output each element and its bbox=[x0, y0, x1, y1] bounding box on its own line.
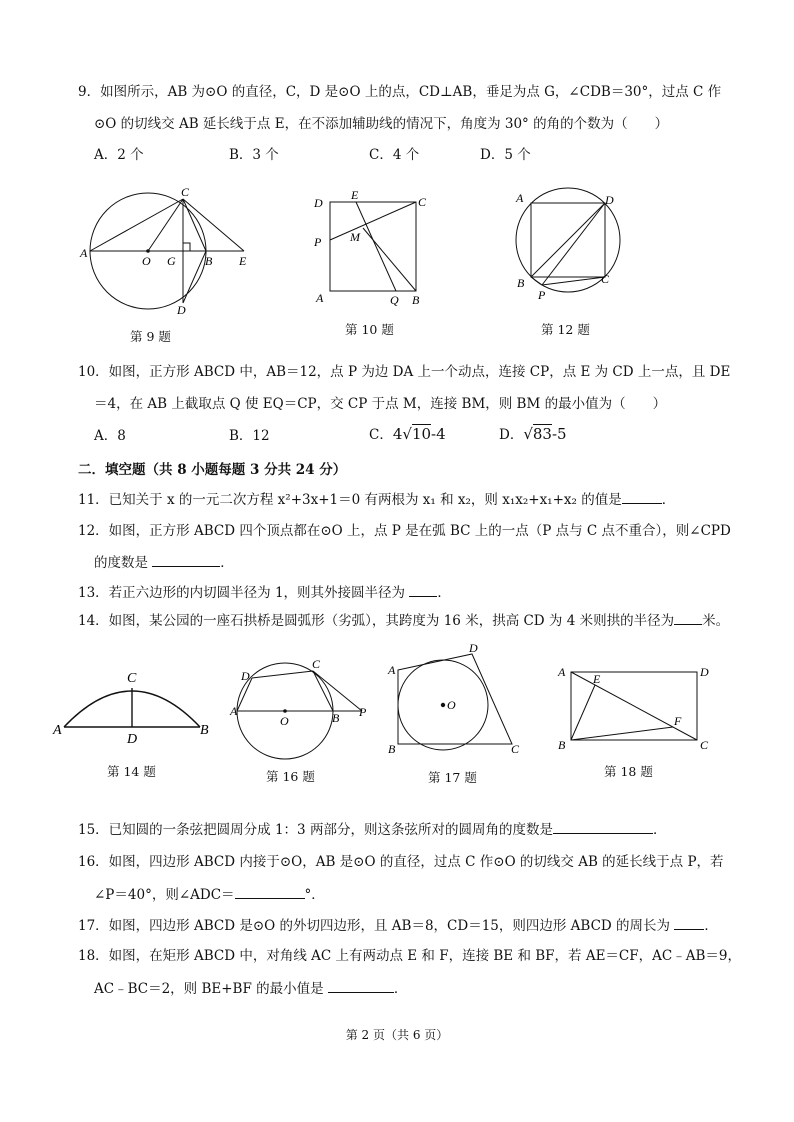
fig9-label-e: E bbox=[239, 254, 247, 268]
fig12-label-d: D bbox=[605, 193, 614, 207]
figure-10 bbox=[310, 188, 435, 313]
q12-line2 bbox=[94, 553, 234, 572]
fig10-label-b: B bbox=[412, 293, 420, 307]
fig18-line-be bbox=[571, 685, 595, 740]
q10-option-d: D．√83-5 bbox=[499, 425, 567, 443]
fig14-caption: 第 14 题 bbox=[107, 764, 156, 779]
fig16-line-dc bbox=[252, 671, 313, 678]
fig10-line-eq bbox=[356, 202, 396, 291]
q16-line2 bbox=[94, 885, 325, 904]
section-2-title: 二．填空题（共 8 小题每题 3 分共 24 分） bbox=[78, 462, 347, 478]
fig16-line-cb bbox=[313, 671, 333, 711]
page-footer: 第 2 页（共 6 页） bbox=[345, 1028, 449, 1042]
q10-option-c-radicand: 10 bbox=[411, 425, 432, 443]
q11 bbox=[78, 490, 675, 509]
fig18-label-e: E bbox=[593, 672, 601, 686]
q14-text: 14．如图，某公园的一座石拱桥是圆弧形（劣弧），其跨度为 16 米，拱高 CD 为 4 米则拱的半径为 bbox=[78, 613, 675, 629]
q9-line2: ⊙O 的切线交 AB 延长线于点 E，在不添加辅助线的情况下，角度为 30° 的角的个数为（ ） bbox=[94, 116, 669, 132]
fig14-label-d: D bbox=[127, 732, 138, 747]
fig14-label-c: C bbox=[127, 671, 137, 686]
q16-end: °． bbox=[304, 887, 325, 903]
q18-line2-text: AC﹣BC＝2，则 BE+BF 的最小值是 bbox=[94, 981, 324, 997]
q16-answer-blank[interactable] bbox=[235, 885, 305, 899]
fig9-line-oc bbox=[148, 199, 183, 251]
q14-end: 米。 bbox=[702, 613, 730, 629]
q12-line2-text: 的度数是 bbox=[94, 555, 148, 571]
q9-option-b: B．3 个 bbox=[229, 147, 279, 163]
fig12-line-dp bbox=[542, 203, 605, 285]
fig12-label-p: P bbox=[538, 288, 546, 302]
figure-9 bbox=[78, 185, 258, 320]
fig18-label-b: B bbox=[558, 738, 566, 752]
q18-line1: 18．如图，在矩形 ABCD 中，对角线 AC 上有两动点 E 和 F，连接 BE 和 BF，若 AE＝CF，AC﹣AB＝9， bbox=[78, 948, 741, 964]
q9-option-c: C．4 个 bbox=[369, 147, 420, 163]
fig16-label-o: O bbox=[280, 714, 289, 728]
q16-line2-text: ∠P＝40°，则∠ADC＝ bbox=[94, 887, 235, 903]
q9-line1: 9．如图所示，AB 为⊙O 的直径，C，D 是⊙O 上的点，CD⊥AB，垂足为点 G，∠CDB＝30°，过点 C 作 bbox=[78, 84, 722, 100]
q10-option-c-label: C． bbox=[369, 427, 393, 443]
q13-answer-blank[interactable] bbox=[409, 583, 437, 597]
fig18-label-f: F bbox=[674, 714, 682, 728]
q9-option-d: D．5 个 bbox=[480, 147, 531, 163]
fig12-label-a: A bbox=[516, 191, 524, 205]
q15-answer-blank[interactable] bbox=[553, 820, 653, 834]
q15-end: ． bbox=[652, 822, 667, 838]
q10-option-c-tail: -4 bbox=[431, 425, 446, 443]
q10-option-b: B．12 bbox=[229, 428, 270, 444]
fig16-label-c: C bbox=[312, 657, 321, 671]
fig9-label-a: A bbox=[80, 246, 88, 260]
fig10-label-m: M bbox=[350, 230, 360, 244]
q11-answer-blank[interactable] bbox=[622, 490, 662, 504]
fig12-label-b: B bbox=[517, 276, 525, 290]
fig9-label-o: O bbox=[142, 254, 151, 268]
fig16-caption: 第 16 题 bbox=[266, 769, 315, 784]
q14-answer-blank[interactable] bbox=[674, 611, 702, 625]
q10-line1: 10．如图，正方形 ABCD 中，AB＝12，点 P 为边 DA 上一个动点，连接 CP，点 E 为 CD 上一点，且 DE bbox=[78, 364, 731, 380]
fig9-label-b: B bbox=[205, 254, 213, 268]
fig9-caption: 第 9 题 bbox=[130, 329, 171, 344]
fig17-label-o: O bbox=[447, 698, 456, 712]
q10-option-d-radicand: 83 bbox=[532, 425, 552, 443]
q11-end: ． bbox=[661, 492, 676, 508]
fig16-label-p: P bbox=[359, 705, 367, 719]
q11-text: 11．已知关于 x 的一元二次方程 x²+3x+1＝0 有两根为 x₁ 和 x₂，则 x₁x₂+x₁+x₂ 的值是 bbox=[78, 492, 622, 508]
fig17-label-b: B bbox=[388, 742, 396, 756]
fig17-label-c: C bbox=[511, 742, 520, 756]
fig17-label-d: D bbox=[469, 641, 478, 655]
q17 bbox=[78, 916, 718, 935]
fig16-label-b: B bbox=[332, 711, 340, 725]
fig10-caption: 第 10 题 bbox=[345, 322, 394, 337]
fig9-label-c: C bbox=[181, 185, 190, 199]
q10-option-d-tail: -5 bbox=[551, 425, 567, 443]
fig16-label-d: D bbox=[241, 669, 250, 683]
q14 bbox=[78, 611, 729, 630]
fig14-label-a: A bbox=[53, 723, 62, 738]
q17-text: 17．如图，四边形 ABCD 是⊙O 的外切四边形，且 AB＝8，CD＝15，则四边形 ABCD 的周长为 bbox=[78, 918, 671, 934]
fig9-label-d: D bbox=[177, 303, 186, 317]
fig10-label-e: E bbox=[351, 188, 359, 202]
fig17-caption: 第 17 题 bbox=[428, 770, 477, 785]
fig9-line-db bbox=[183, 251, 206, 303]
q10-option-c-coef: 4 bbox=[392, 425, 403, 443]
q18-line2 bbox=[94, 979, 407, 998]
q17-end: ． bbox=[704, 918, 718, 934]
fig10-square bbox=[330, 202, 416, 291]
q18-end: ． bbox=[393, 981, 408, 997]
fig10-label-q: Q bbox=[390, 293, 399, 307]
fig16-label-a: A bbox=[230, 704, 238, 718]
fig16-line-cp bbox=[313, 671, 362, 711]
fig18-line-ac bbox=[571, 672, 697, 740]
figure-12 bbox=[512, 188, 632, 308]
fig12-label-c: C bbox=[601, 272, 610, 286]
q17-answer-blank[interactable] bbox=[674, 916, 704, 930]
fig18-label-a: A bbox=[558, 665, 566, 679]
fig10-label-p: P bbox=[314, 235, 322, 249]
q10-option-d-label: D． bbox=[499, 427, 524, 443]
fig18-caption: 第 18 题 bbox=[604, 764, 653, 779]
q15 bbox=[78, 820, 666, 839]
fig10-label-a: A bbox=[316, 291, 324, 305]
q12-line1: 12．如图，正方形 ABCD 四个顶点都在⊙O 上，点 P 是在弧 BC 上的一点（P 点与 C 点不重合），则∠CPD bbox=[78, 523, 731, 539]
q10-option-c: C．4√10-4 bbox=[369, 425, 446, 443]
fig9-label-g: G bbox=[167, 254, 176, 268]
q9-option-a: A．2 个 bbox=[94, 147, 144, 163]
q10-option-a: A．8 bbox=[94, 428, 126, 444]
figure-18 bbox=[555, 662, 715, 754]
fig18-label-d: D bbox=[700, 665, 709, 679]
figure-16 bbox=[230, 658, 370, 768]
fig17-label-a: A bbox=[388, 663, 396, 677]
fig12-line-pb bbox=[531, 277, 542, 285]
fig12-line-db bbox=[531, 203, 605, 277]
fig10-line-mb bbox=[363, 228, 416, 291]
figure-17 bbox=[386, 640, 526, 762]
fig9-line-ac bbox=[90, 199, 183, 251]
q13-text: 13．若正六边形的内切圆半径为 1，则其外接圆半径为 bbox=[78, 585, 406, 601]
fig9-right-angle bbox=[183, 243, 190, 251]
fig10-line-pc bbox=[330, 202, 416, 240]
fig12-caption: 第 12 题 bbox=[541, 322, 590, 337]
q15-text: 15．已知圆的一条弦把圆周分成 1：3 两部分，则这条弦所对的圆周角的度数是 bbox=[78, 822, 553, 838]
fig9-line-ce bbox=[183, 199, 244, 251]
q12-answer-blank[interactable] bbox=[152, 553, 220, 567]
q13 bbox=[78, 583, 451, 602]
fig10-label-d: D bbox=[314, 196, 323, 210]
q16-line1: 16．如图，四边形 ABCD 内接于⊙O，AB 是⊙O 的直径，过点 C 作⊙O 的切线交 AB 的延长线于点 P，若 bbox=[78, 854, 724, 870]
q18-answer-blank[interactable] bbox=[328, 979, 394, 993]
fig18-label-c: C bbox=[700, 738, 709, 752]
q12-end: ． bbox=[220, 555, 234, 571]
fig14-label-b: B bbox=[200, 723, 209, 738]
figure-14 bbox=[52, 664, 217, 747]
fig18-line-bf bbox=[571, 727, 673, 740]
q10-line2: ＝4，在 AB 上截取点 Q 使 EQ＝CP，交 CP 于点 M，连接 BM，则 BM 的最小值为（ ） bbox=[94, 396, 667, 412]
q13-end: ． bbox=[437, 585, 451, 601]
fig10-label-c: C bbox=[418, 195, 427, 209]
